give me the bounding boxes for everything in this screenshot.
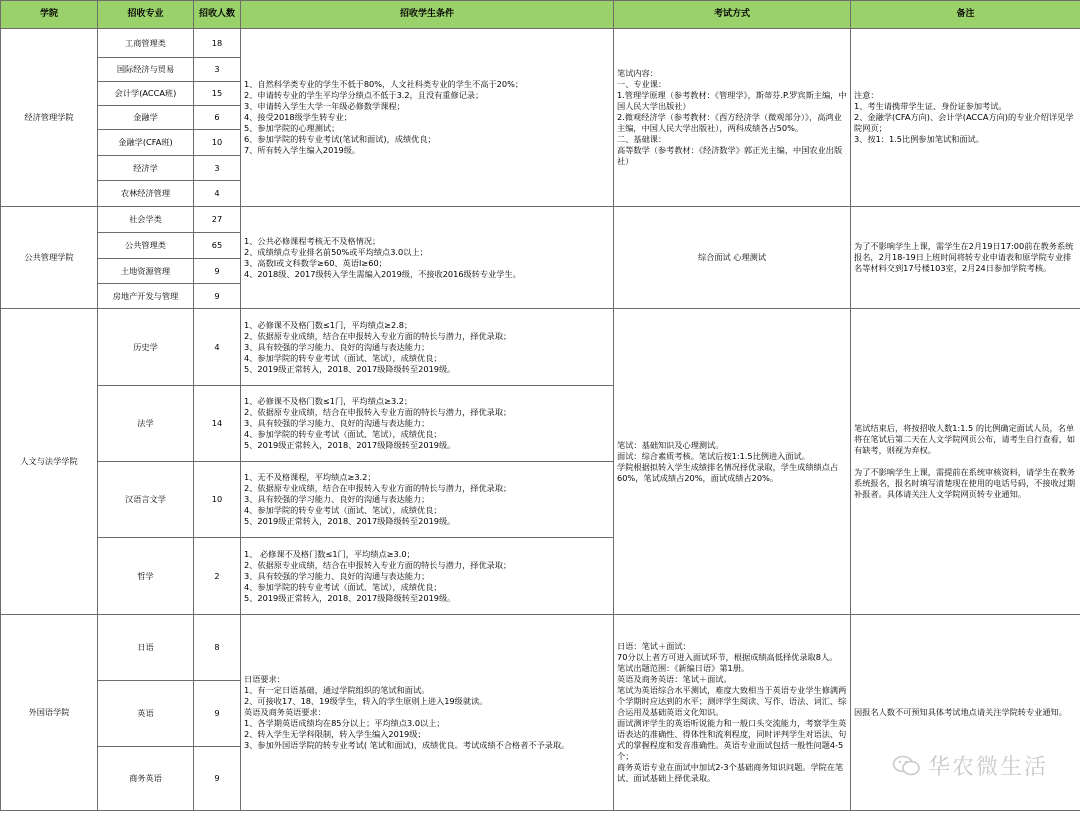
college-cell: 经济管理学院	[1, 29, 98, 207]
major-cell: 会计学(ACCA班)	[98, 82, 194, 106]
major-cell: 商务英语	[98, 747, 194, 811]
count-cell: 18	[194, 29, 241, 58]
header-exam: 考试方式	[614, 1, 851, 29]
count-cell: 2	[194, 538, 241, 615]
note-cell: 注意： 1、考生请携带学生证、身份证参加考试。 2、金融学(CFA方向)、会计学(ACCA方向)的专业介绍详见学院网页； 3、按1：1.5比例参加笔试和面试。	[851, 29, 1080, 207]
conditions-cell: 1、公共必修课程考核无不及格情况； 2、成绩绩点专业排名前50%或平均绩点3.0以上； 3、高数Ⅰ或文科数学≥60、英语Ⅰ≥60； 4、2018级、2017级转入学生需编入2019级，不接收2016级转专业学生。	[241, 207, 614, 309]
note-cell: 为了不影响学生上课，需学生在2月19日17:00前在教务系统报名，2月18-19日上班时间将转专业申请表和原学院专业排名等材料交到17号楼103室，2月24日参加学院考核。	[851, 207, 1080, 309]
table-row	[1, 207, 1080, 233]
major-cell: 哲学	[98, 538, 194, 615]
exam-cell: 笔试：基础知识及心理测试。 面试：综合素质考核。笔试后按1:1.5比例进入面试。 学院根据拟转入学生成绩排名情况择优录取，学生成绩绩点占60%，笔试成绩占20%，面试成绩占20%。	[614, 309, 851, 615]
major-cell: 社会学类	[98, 207, 194, 233]
table-header-row	[1, 1, 1080, 29]
count-cell: 4	[194, 181, 241, 207]
count-cell: 65	[194, 233, 241, 259]
count-cell: 8	[194, 615, 241, 681]
header-conditions: 招收学生条件	[241, 1, 614, 29]
count-cell: 9	[194, 747, 241, 811]
count-cell: 10	[194, 130, 241, 156]
major-cell: 金融学	[98, 106, 194, 130]
exam-cell: 日语：笔试＋面试： 70分以上者方可进入面试环节，根据成绩高低择优录取8人。 笔试出题范围：《新编日语》第1册。 英语及商务英语：笔试＋面试。 笔试为英语综合水平测试，难度大致相当于英语专业学生修满两个学期时应达到的水平；测评学生阅读、写作、语法、词汇、综合运用及基础英语文化知识。 面试测评学生的英语听说能力和一般口头交流能力，考察学生英语表达的准确性、得体性和流利程度，同时评判学生对语法、句式的掌握程度和发音准确性。英语专业面试包括一般性问题4-5个； 商务英语专业在面试中加试2-3个基础商务知识问题。学院在笔试、面试基础上择优录取。	[614, 615, 851, 811]
count-cell: 4	[194, 309, 241, 386]
table-row	[1, 615, 1080, 681]
college-cell: 外国语学院	[1, 615, 98, 811]
table-row	[1, 29, 1080, 58]
count-cell: 27	[194, 207, 241, 233]
major-cell: 农林经济管理	[98, 181, 194, 207]
college-cell: 人文与法学学院	[1, 309, 98, 615]
note-cell: 笔试结束后，将按招收人数1:1.5 的比例确定面试人员，名单将在笔试后第二天在人文学院网页公布，请考生自行查看，如有缺考，则视为弃权。 为了不影响学生上课，需提前在系统审核资料，请学生在教务系统报名，报名时填写清楚现在使用的电话号码，不接收过期补报者。具体请关注人文学院网页转专业通知。	[851, 309, 1080, 615]
conditions-cell: 1、自然科学类专业的学生不低于80%，人文社科类专业的学生不高于20%； 2、申请转专业的学生平均学分绩点不低于3.2，且没有重修记录； 3、申请转入学生大学一年级必修数学课程； 4、接受2018级学生转专业； 5、参加学院的心理测试； 6、参加学院的转专业考试(笔试和面试)，成绩优良； 7、所有转入学生编入2019级。	[241, 29, 614, 207]
conditions-cell: 1、 必修课不及格门数≤1门，平均绩点≥3.0； 2、依据原专业成绩，结合在申报转入专业方面的特长与潜力，择优录取； 3、具有较强的学习能力、良好的沟通与表达能力； 4、参加学院的转专业考试（面试、笔试），成绩优良； 5、2019级正常转入，2018、2017级降级转至2019级。	[241, 538, 614, 615]
conditions-cell: 日语要求： 1、有一定日语基础，通过学院组织的笔试和面试。 2、可接收17、18、19级学生，转入的学生原则上进入19级就读。 英语及商务英语要求： 1、各学期英语成绩均在85分以上；平均绩点3.0以上； 2、转入学生无学科限制，转入学生编入2019级； 3、参加外国语学院的转专业考试( 笔试和面试)，成绩优良。考试成绩不合格者不予录取。	[241, 615, 614, 811]
count-cell: 15	[194, 82, 241, 106]
count-cell: 9	[194, 259, 241, 284]
major-cell: 金融学(CFA班)	[98, 130, 194, 156]
count-cell: 9	[194, 681, 241, 747]
major-cell: 日语	[98, 615, 194, 681]
conditions-cell: 1、无不及格课程，平均绩点≥3.2； 2、依据原专业成绩，结合在申报转入专业方面的特长与潜力，择优录取； 3、具有较强的学习能力、良好的沟通与表达能力； 4、参加学院的转专业考试（面试、笔试），成绩优良； 5、2019级正常转入，2018、2017级降级转至2019级。	[241, 462, 614, 538]
conditions-cell: 1、必修课不及格门数≤1门，平均绩点≥2.8； 2、依据原专业成绩，结合在申报转入专业方面的特长与潜力，择优录取； 3、具有较强的学习能力、良好的沟通与表达能力； 4、参加学院的转专业考试（面试、笔试），成绩优良； 5、2019级正常转入，2018、2017级降级转至2019级。	[241, 309, 614, 386]
count-cell: 6	[194, 106, 241, 130]
header-count: 招收人数	[194, 1, 241, 29]
major-cell: 土地资源管理	[98, 259, 194, 284]
count-cell: 3	[194, 156, 241, 181]
exam-cell: 综合面试 心理测试	[614, 207, 851, 309]
table-row	[1, 309, 1080, 386]
major-cell: 英语	[98, 681, 194, 747]
major-cell: 历史学	[98, 309, 194, 386]
count-cell: 10	[194, 462, 241, 538]
major-cell: 国际经济与贸易	[98, 58, 194, 82]
header-college: 学院	[1, 1, 98, 29]
conditions-cell: 1、必修课不及格门数≤1门，平均绩点≥3.2； 2、依据原专业成绩，结合在申报转入专业方面的特长与潜力，择优录取； 3、具有较强的学习能力、良好的沟通与表达能力； 4、参加学院的转专业考试（面试、笔试），成绩优良； 5、2019级正常转入，2018、2017级降级转至2019级。	[241, 386, 614, 462]
header-major: 招收专业	[98, 1, 194, 29]
exam-cell: 笔试内容： 一、专业课： 1.管理学原理（参考教材：《管理学》，斯蒂芬.P.罗宾斯主编，中国人民大学出版社） 2.微观经济学（参考教材：《西方经济学（微观部分）》，高鸿业主编，中国人民大学出版社），两科成绩各占50%。 二、基础课： 高等数学（参考教材：《经济数学》郭正光主编，中国农业出版社）	[614, 29, 851, 207]
major-cell: 公共管理类	[98, 233, 194, 259]
college-cell: 公共管理学院	[1, 207, 98, 309]
major-cell: 法学	[98, 386, 194, 462]
header-note: 备注	[851, 1, 1080, 29]
major-cell: 房地产开发与管理	[98, 284, 194, 309]
major-cell: 汉语言文学	[98, 462, 194, 538]
count-cell: 9	[194, 284, 241, 309]
count-cell: 3	[194, 58, 241, 82]
major-cell: 经济学	[98, 156, 194, 181]
count-cell: 14	[194, 386, 241, 462]
watermark-text: 华农微生活	[927, 755, 1048, 780]
major-cell: 工商管理类	[98, 29, 194, 58]
note-cell: 因报名人数不可预知具体考试地点请关注学院转专业通知。	[851, 615, 1080, 811]
